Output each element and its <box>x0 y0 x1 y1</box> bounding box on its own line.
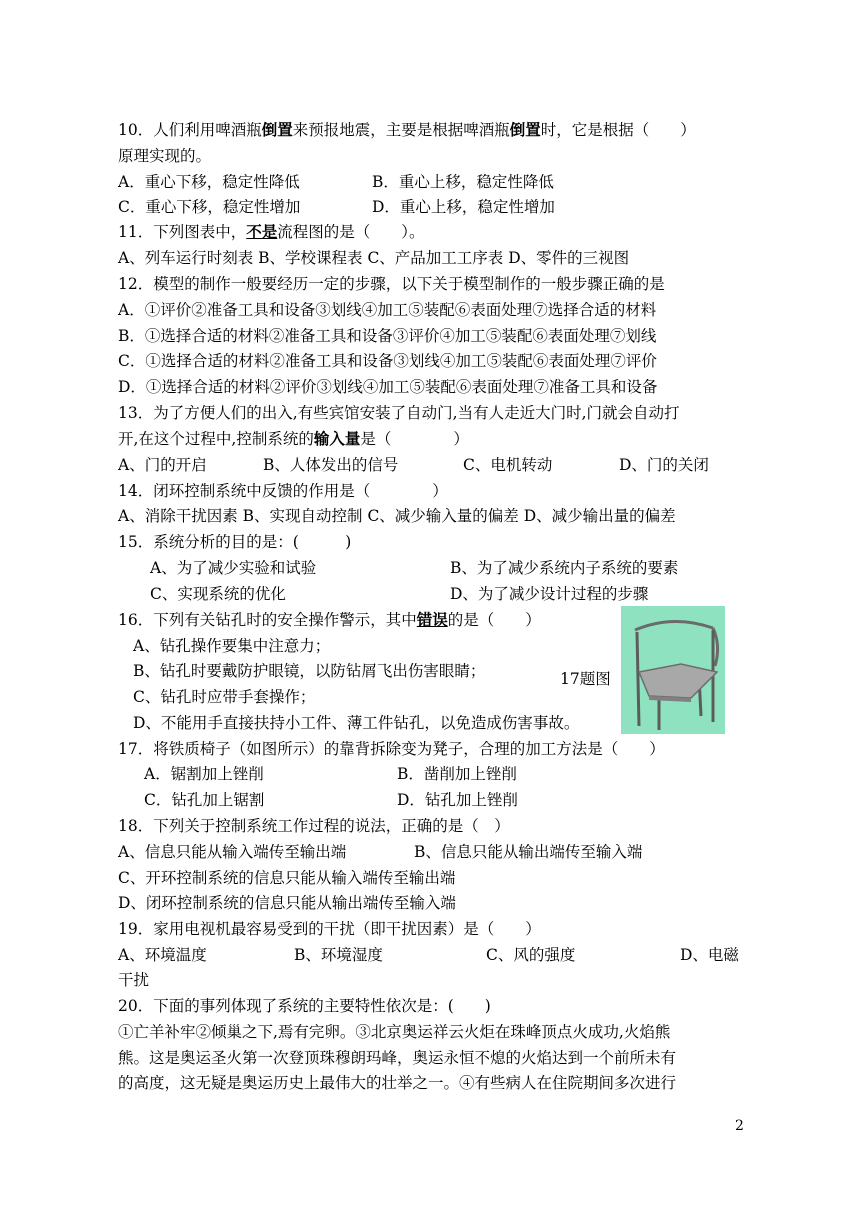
q15-option-b: B、为了减少系统内子系统的要素 <box>450 559 679 577</box>
q15-option-a: A、为了减少实验和试验 <box>150 559 317 577</box>
q20-stem: 20．下面的事列体现了系统的主要特性依次是：( ) <box>118 997 491 1015</box>
q18-option-b: B、信息只能从输出端传至输入端 <box>414 843 643 861</box>
q19-stem: 19．家用电视机最容易受到的干扰（即干扰因素）是（ ） <box>118 920 541 938</box>
q16-stem: 16．下列有关钻孔时的安全操作警示，其中错误的是（ ） <box>118 610 541 629</box>
q11-stem: 11．下列图表中，不是流程图的是（ ）。 <box>118 222 425 241</box>
q16-option-a: A、钻孔操作要集中注意力； <box>133 637 331 655</box>
q14-options: A、消除干扰因素 B、实现自动控制 C、减少输入量的偏差 D、减少输出量的偏差 <box>118 507 676 525</box>
q19-option-c: C、风的强度 <box>486 946 576 964</box>
q12-option-d: D．①选择合适的材料②评价③划线④加工⑤装配⑥表面处理⑦准备工具和设备 <box>118 378 658 396</box>
chair-drawing-icon <box>621 606 725 734</box>
q20-line1: ①亡羊补牢②倾巢之下,焉有完卵。③北京奥运祥云火炬在珠峰顶点火成功,火焰熊 <box>118 1023 671 1041</box>
q12-option-a: A．①评价②准备工具和设备③划线④加工⑤装配⑥表面处理⑦选择合适的材料 <box>118 301 657 319</box>
q19-option-d: D、电磁 <box>680 946 739 964</box>
q13-option-c: C、电机转动 <box>463 456 553 474</box>
q13-option-a: A、门的开启 <box>118 456 207 474</box>
q18-option-c: C、开环控制系统的信息只能从输入端传至输出端 <box>118 869 456 887</box>
q19-option-b: B、环境湿度 <box>294 946 383 964</box>
chair-figure <box>621 606 725 734</box>
figure-17-label: 17题图 <box>560 670 611 688</box>
q18-option-d: D、闭环控制系统的信息只能从输出端传至输入端 <box>118 894 456 912</box>
q17-stem: 17．将铁质椅子（如图所示）的靠背拆除变为凳子，合理的加工方法是（ ） <box>118 740 665 758</box>
q16-option-c: C、钻孔时应带手套操作； <box>133 688 316 706</box>
q16-option-d: D、不能用手直接扶持小工件、薄工件钻孔，以免造成伤害事故。 <box>133 714 580 732</box>
q15-option-d: D、为了减少设计过程的步骤 <box>450 585 649 603</box>
q10-option-a: A．重心下移，稳定性降低 <box>118 173 300 191</box>
q20-line3: 的高度，这无疑是奥运历史上最伟大的壮举之一。④有些病人在住院期间多次进行 <box>118 1074 677 1092</box>
q19-option-a: A、环境温度 <box>118 946 207 964</box>
q10-option-d: D．重心上移，稳定性增加 <box>372 198 555 216</box>
q18-stem: 18．下列关于控制系统工作过程的说法，正确的是（ ） <box>118 817 510 835</box>
q14-stem: 14．闭环控制系统中反馈的作用是（ ） <box>118 482 448 500</box>
q10-line2: 原理实现的。 <box>118 147 212 165</box>
q17-option-a: A．锯割加上锉削 <box>144 765 264 783</box>
q13-option-b: B、人体发出的信号 <box>263 456 399 474</box>
q13-option-d: D、门的关闭 <box>619 456 709 474</box>
q13-line2: 开,在这个过程中,控制系统的输入量是（ ） <box>118 429 469 448</box>
q16-option-b: B、钻孔时要戴防护眼镜，以防钻屑飞出伤害眼睛； <box>133 662 486 680</box>
q10-option-c: C．重心下移，稳定性增加 <box>118 198 301 216</box>
q11-options: A、列车运行时刻表 B、学校课程表 C、产品加工工序表 D、零件的三视图 <box>118 249 630 267</box>
q17-option-b: B．凿削加上锉削 <box>397 765 517 783</box>
q15-stem: 15．系统分析的目的是：( ) <box>118 533 352 551</box>
q19-option-d-continued: 干扰 <box>118 971 150 989</box>
q10-option-b: B．重心上移，稳定性降低 <box>372 173 554 191</box>
q12-stem: 12．模型的制作一般要经历一定的步骤，以下关于模型制作的一般步骤正确的是 <box>118 275 665 293</box>
q18-option-a: A、信息只能从输入端传至输出端 <box>118 843 347 861</box>
q17-option-c: C．钻孔加上锯割 <box>144 791 265 809</box>
page-number: 2 <box>735 1118 744 1134</box>
q10-line1: 10．人们利用啤酒瓶倒置来预报地震，主要是根据啤酒瓶倒置时，它是根据（ ） <box>118 120 696 139</box>
q20-line2: 熊。这是奥运圣火第一次登顶珠穆朗玛峰，奥运永恒不熄的火焰达到一个前所未有 <box>118 1049 677 1067</box>
q12-option-b: B．①选择合适的材料②准备工具和设备③评价④加工⑤装配⑥表面处理⑦划线 <box>118 327 657 345</box>
q15-option-c: C、实现系统的优化 <box>150 585 286 603</box>
q17-option-d: D．钻孔加上锉削 <box>397 791 518 809</box>
q13-line1: 13．为了方便人们的出入,有些宾馆安装了自动门,当有人走近大门时,门就会自动打 <box>118 404 680 422</box>
q12-option-c: C．①选择合适的材料②准备工具和设备③划线④加工⑤装配⑥表面处理⑦评价 <box>118 352 657 370</box>
